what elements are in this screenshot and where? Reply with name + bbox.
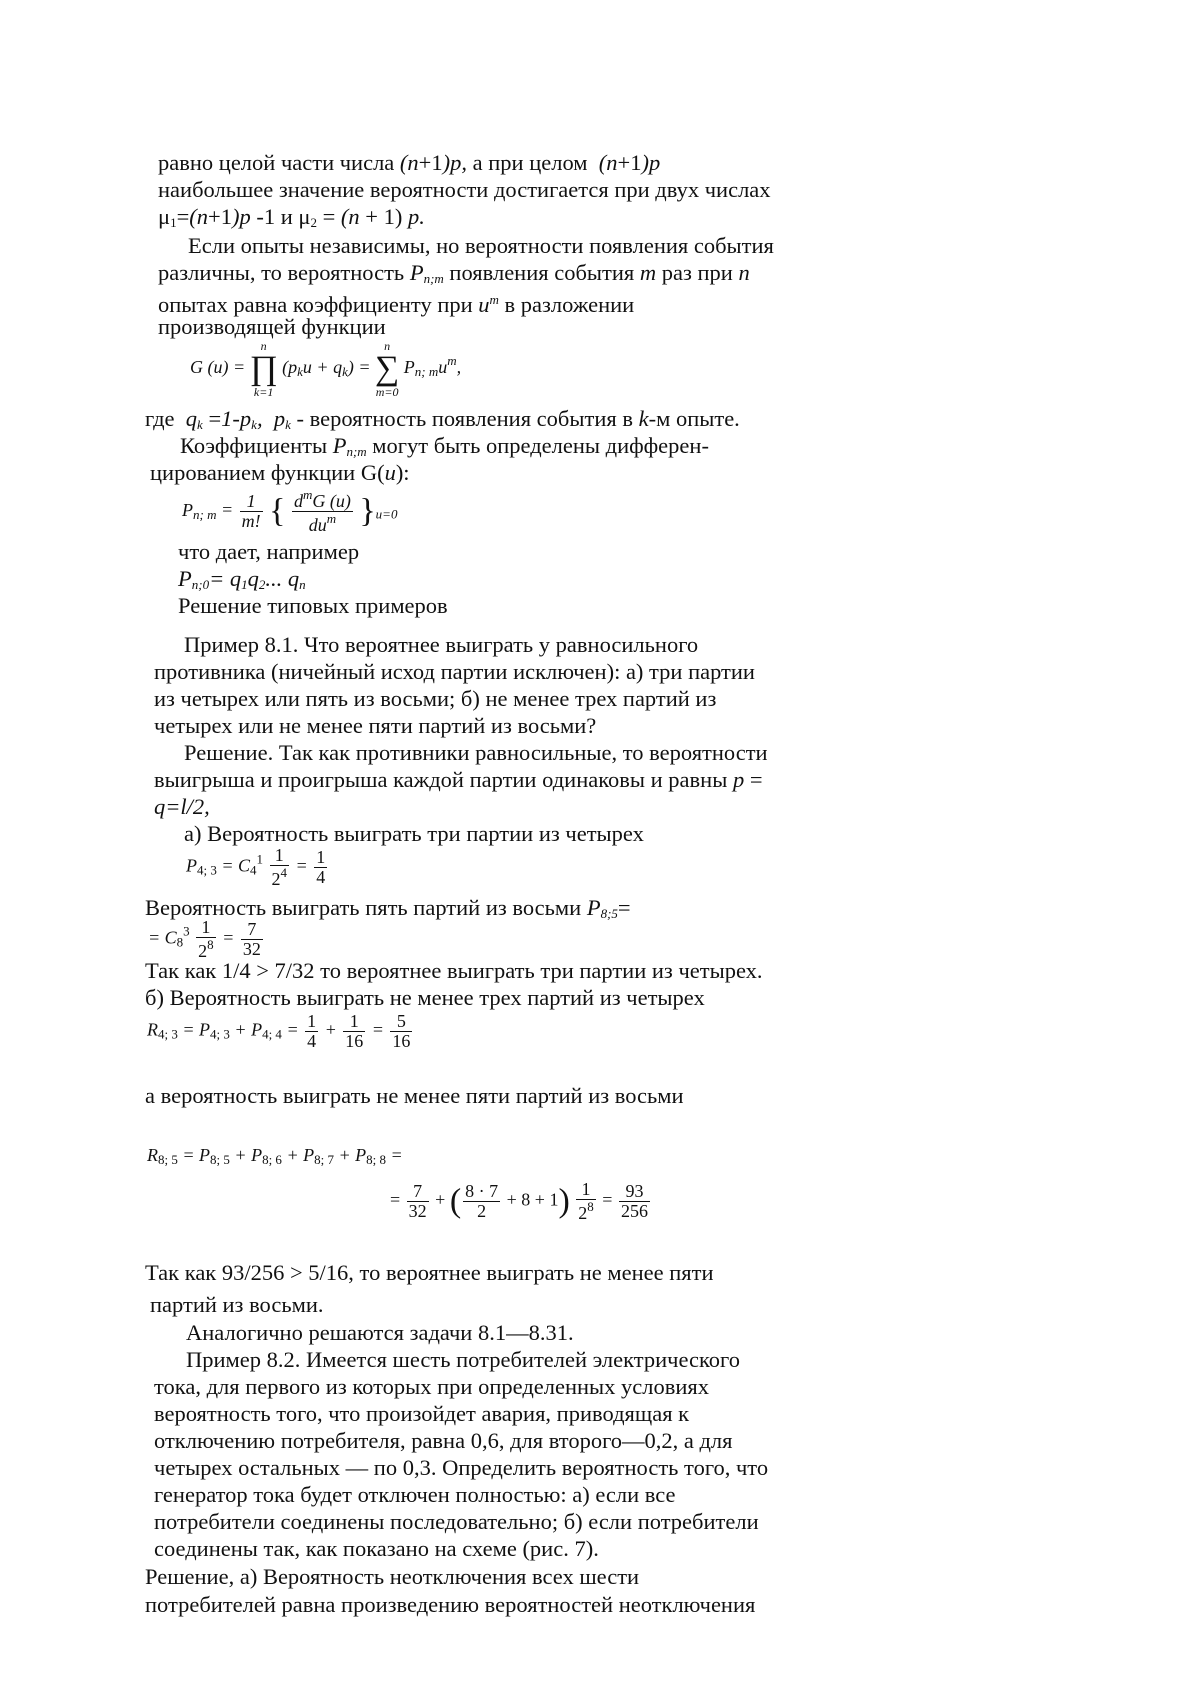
formula-r85-top: $R_{8; 5} = P_{8; 5} + P_{8; 6} + P_{8; 7} + P_{8; 8}$ = [147,1145,403,1167]
text-line: четырех остальных — по 0,3. Определить вероятность того, что [154,1455,769,1480]
text-line: Коэффициенты $P_{n;m}$ могут быть определены дифферен- [180,433,709,459]
text-line: противника (ничейный исход партии исключен): а) три партии [154,659,755,684]
text-line: q=l/2, [154,794,210,819]
text-line: а вероятность выиграть не менее пяти партий из восьми [145,1083,684,1108]
text-line: опытах равна коэффициенту при $u^m$ в разложении [158,292,635,317]
formula-derivative: $P_{n; m}$ = $\frac{1}{m!}$ { $\frac{d^mG (u)}{du^m}$ }$_{u=0}$ [182,487,398,535]
text-line: Решение типовых примеров [178,593,448,618]
text-line: потребителей равна произведению вероятностей неотключения [145,1592,756,1617]
text-line: партий из восьми. [150,1292,324,1317]
text-line: Пример 8.1. Что вероятнее выиграть у равносильного [184,632,699,657]
text-line: Решение, а) Вероятность неотключения всех шести [145,1564,640,1589]
formula-r85-bottom: = $\frac{7}{32}$ + ( $\frac{8 \cdot 7}{2}$ + 8 + 1) $\frac{1}{2^8}$ = $\frac{93}{256}$ [390,1179,648,1223]
text-line: что дает, например [178,539,360,564]
formula-p85: = $C_8^3$ $\frac{1}{2^8}$ = $\frac{7}{32}$ [148,917,261,961]
text-line: Так как 1/4 > 7/32 то вероятнее выиграть три партии из четырех. [145,958,763,983]
text-line: тока, для первого из которых при определенных условиях [154,1374,710,1399]
text-line: отключению потребителя, равна 0,6, для второго—0,2, а для [154,1428,733,1453]
text-line: наибольшее значение вероятности достигается при двух числах [158,177,771,202]
text-line: различны, то вероятность $P_{n;m}$ появления события m раз при n [158,260,750,286]
text-line: Решение. Так как противники равносильные, то вероятности [184,740,768,765]
text-line: цированием функции G(u): [150,460,410,485]
text-line: из четырех или пять из восьми; б) не менее трех партий из [154,686,717,711]
formula-r43: $R_{4; 3} = P_{4; 3} + P_{4; 4}$ = $\frac{1}{4}$ + $\frac{1}{16}$ = $\frac{5}{16}$ [147,1011,411,1051]
text-line: Так как 93/256 > 5/16, то вероятнее выиграть не менее пяти [145,1260,714,1285]
text-line: $\mu_1=(n+1)p$ -1 и $\mu_2 = (n + 1)$ p. [158,204,425,230]
text-line: а) Вероятность выиграть три партии из четырех [184,821,644,846]
text-line: производящей функции [158,314,386,339]
text-line: соединены так, как показано на схеме (рис. 7). [154,1536,599,1561]
text-line: четырех или не менее пяти партий из восьми? [154,713,597,738]
text-line: выигрыша и проигрыша каждой партии одинаковы и равны p = [154,767,763,792]
text-line: Вероятность выиграть пять партий из восьми $P_{8;5}=$ [145,895,631,921]
text-line: Если опыты независимы, но вероятности появления события [188,233,774,258]
text-line: $P_{n;0}= q_1q_2$... $q_n$ [178,566,306,592]
formula-p43: $P_{4; 3} = C_4^1$ $\frac{1}{2^4}$ = $\frac{1}{4}$ [186,845,326,889]
formula-generating-function: G (u) = n ∏ k=1 $(p_ku + q_k)$ = n ∑ m=0 $P_{n; m}u^m$, [190,339,462,399]
text-line: Аналогично решаются задачи 8.1—8.31. [186,1320,574,1345]
text-line: Пример 8.2. Имеется шесть потребителей электрического [186,1347,740,1372]
text-line: равно целой части числа (n+1)p, а при целом (n+1)p [158,150,661,175]
text-line: где $q_k =1-p_k$, $p_k$ - вероятность появления события в k-м опыте. [145,406,740,432]
text-line: вероятность того, что произойдет авария, приводящая к [154,1401,690,1426]
text-line: б) Вероятность выиграть не менее трех партий из четырех [145,985,705,1010]
text-line: генератор тока будет отключен полностью: а) если все [154,1482,676,1507]
text-line: потребители соединены последовательно; б) если потребители [154,1509,759,1534]
